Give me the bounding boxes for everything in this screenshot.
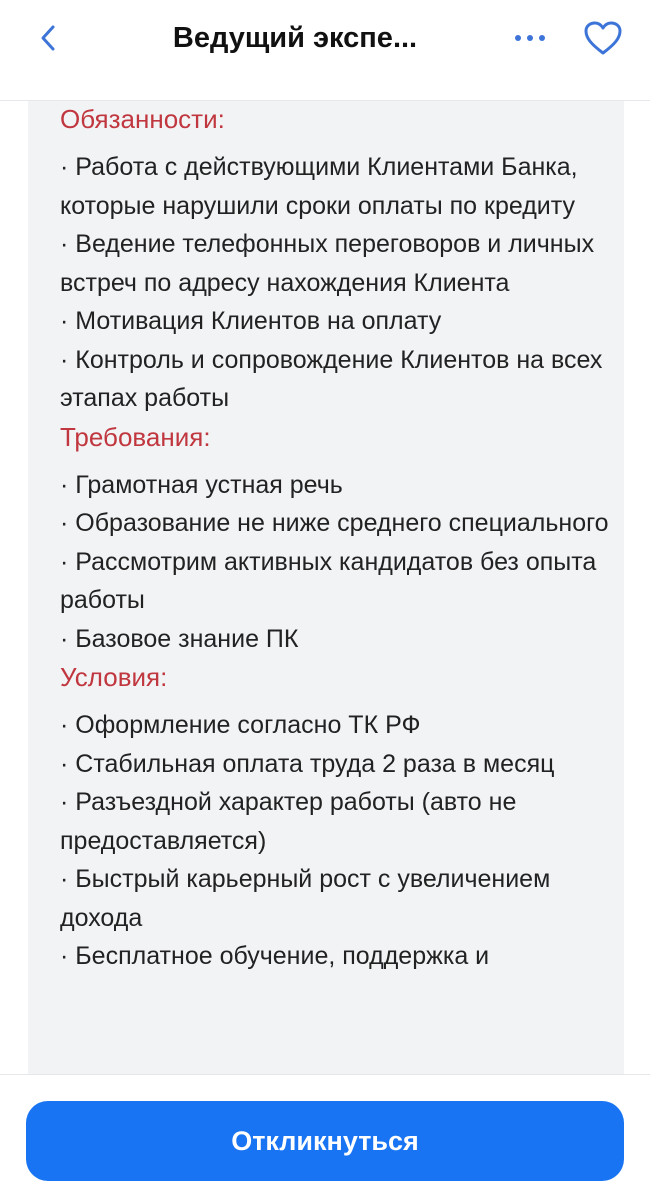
list-item: · Оформление согласно ТК РФ (60, 711, 421, 739)
list-item: · Рассмотрим активных кандидатов без опыта работы (60, 547, 597, 614)
list-item: · Бесплатное обучение, поддержка и (60, 942, 490, 970)
list-item: · Грамотная устная речь (60, 470, 343, 499)
page-title: Ведущий экспе... (172, 22, 418, 54)
scroll-fade (28, 1064, 624, 1074)
section-list (60, 706, 610, 976)
section-list (60, 148, 610, 418)
section-requirements (60, 418, 610, 659)
chevron-left-icon (38, 23, 58, 53)
section-title: Обязанности: (60, 104, 225, 134)
section-duties (60, 100, 610, 418)
section-title: Условия: (60, 662, 168, 692)
apply-button[interactable]: Откликнуться (26, 1101, 624, 1181)
list-item: · Быстрый карьерный рост с увеличением дохода (60, 865, 551, 932)
section-conditions (60, 658, 610, 976)
more-dots-icon (512, 33, 548, 43)
favorite-button[interactable] (580, 16, 626, 60)
description-text (60, 100, 610, 976)
list-item: · Работа с действующими Клиентами Банка, которые нарушили сроки оплаты по кредиту (60, 153, 578, 220)
vacancy-description[interactable] (28, 100, 624, 1074)
more-options-button[interactable] (508, 18, 552, 58)
bottom-bar (0, 1074, 650, 1195)
back-button[interactable] (28, 18, 68, 58)
list-item: · Разъездной характер работы (авто не предоставляется) (60, 788, 517, 855)
list-item: · Контроль и сопровождение Клиентов на всех этапах работы (60, 345, 603, 412)
heart-icon (583, 20, 623, 56)
top-bar (0, 0, 650, 101)
list-item: · Мотивация Клиентов на оплату (60, 307, 442, 335)
list-item: · Ведение телефонных переговоров и личных встреч по адресу нахождения Клиента (60, 230, 595, 297)
list-item: · Стабильная оплата труда 2 раза в месяц (60, 749, 555, 778)
section-title: Требования: (60, 421, 211, 452)
list-item: · Образование не ниже среднего специального (60, 509, 609, 537)
section-list (60, 466, 610, 659)
list-item: · Базовое знание ПК (60, 624, 299, 653)
